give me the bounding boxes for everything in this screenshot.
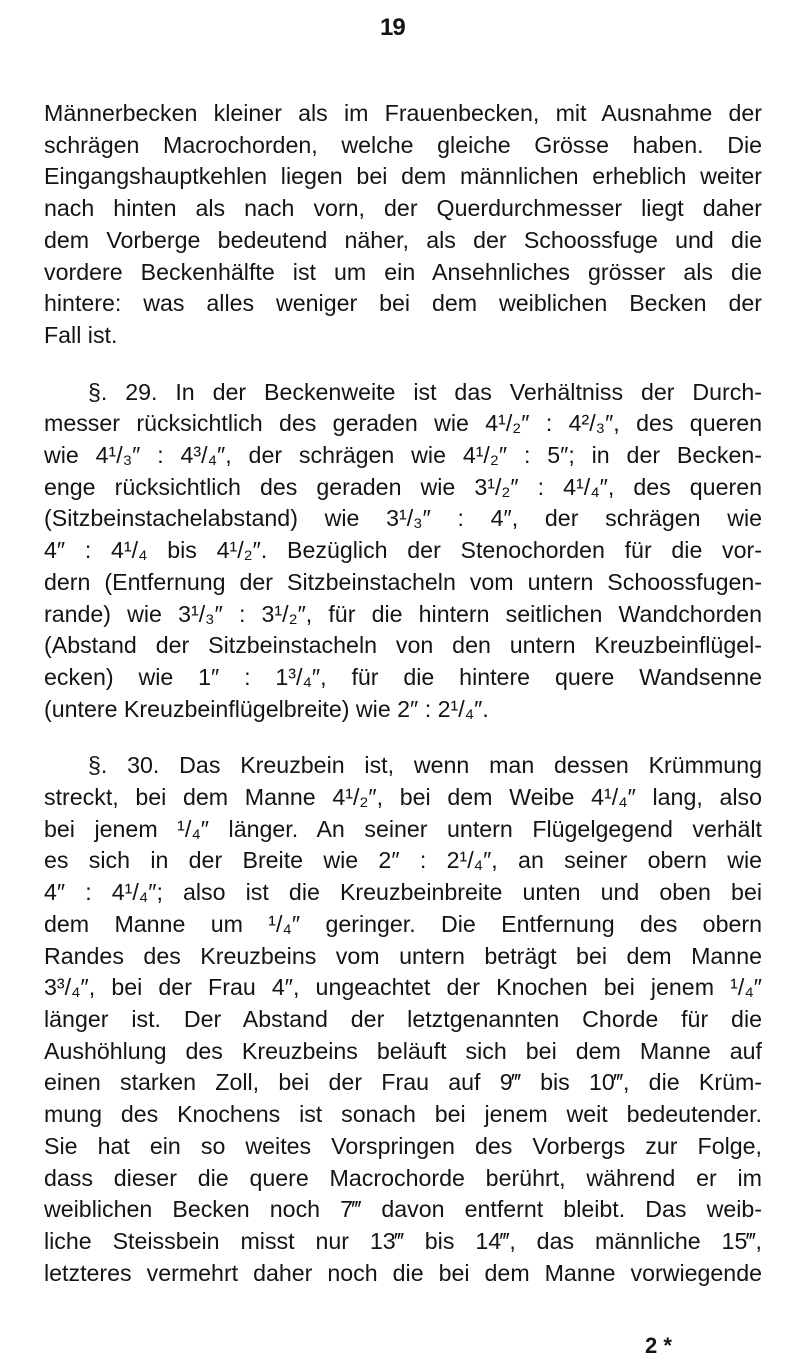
text-line: Randes des Kreuzbeins vom untern beträgt bei dem Manne: [44, 942, 762, 969]
text-line: einen starken Zoll, bei der Frau auf 9‴ bis 10‴, die Krüm-: [44, 1069, 762, 1096]
text-line: dern (Entfernung der Sitzbeinstacheln vom untern Schoossfugen-: [44, 568, 762, 595]
text-line: enge rücksichtlich des geraden wie 3¹/₂″ : 4¹/₄″, des queren: [44, 473, 762, 500]
text-line: mung des Knochens ist sonach bei jenem weit bedeutender.: [44, 1101, 762, 1128]
text-line: Sie hat ein so weites Vorspringen des Vorbergs zur Folge,: [44, 1132, 762, 1159]
text-line: 3³/₄″, bei der Frau 4″, ungeachtet der Knochen bei jenem ¹/₄″: [44, 974, 762, 1001]
body-text: [44, 98, 762, 1289]
text-line: liche Steissbein misst nur 13‴ bis 14‴, das männliche 15‴,: [44, 1227, 762, 1254]
text-line: streckt, bei dem Manne 4¹/₂″, bei dem Weibe 4¹/₄″ lang, also: [44, 784, 762, 811]
text-line: §. 30. Das Kreuzbein ist, wenn man dessen Krümmung: [88, 752, 762, 779]
paragraph: [44, 750, 762, 1289]
text-line: länger ist. Der Abstand der letztgenannten Chorde für die: [44, 1005, 762, 1032]
text-line: Aushöhlung des Kreuzbeins beläuft sich bei dem Manne auf: [44, 1037, 762, 1064]
text-line: dem Manne um ¹/₄″ geringer. Die Entfernung des obern: [44, 910, 762, 937]
text-line: (untere Kreuzbeinflügelbreite) wie 2″ : 2¹/₄″.: [44, 695, 489, 722]
text-line: bei jenem ¹/₄″ länger. An seiner untern Flügelgegend verhält: [44, 815, 762, 842]
text-line: vordere Beckenhälfte ist um ein Ansehnliches grösser als die: [44, 258, 762, 285]
text-line: (Abstand der Sitzbeinstacheln von den untern Kreuzbeinflügel-: [44, 632, 762, 659]
paragraph: [44, 98, 762, 352]
text-line: Eingangshauptkehlen liegen bei dem männlichen erheblich weiter: [44, 163, 762, 190]
text-line: hintere: was alles weniger bei dem weiblichen Becken der: [44, 290, 762, 317]
paragraph-container: [44, 98, 762, 1289]
text-line: dass dieser die quere Macrochorde berührt, während er im: [44, 1164, 762, 1191]
text-line: §. 29. In der Beckenweite ist das Verhältniss der Durch-: [88, 378, 762, 405]
text-line: es sich in der Breite wie 2″ : 2¹/₄″, an seiner obern wie: [44, 847, 762, 874]
text-line: 4″ : 4¹/₄″; also ist die Kreuzbeinbreite unten und oben bei: [44, 879, 762, 906]
signature-mark: 2 *: [645, 1333, 672, 1358]
paragraph: [44, 377, 762, 726]
page-number: 19: [380, 14, 405, 41]
text-line: dem Vorberge bedeutend näher, als der Schoossfuge und die: [44, 226, 762, 253]
text-line: Männerbecken kleiner als im Frauenbecken, mit Ausnahme der: [44, 100, 762, 126]
text-line: weiblichen Becken noch 7‴ davon entfernt bleibt. Das weib-: [44, 1196, 762, 1223]
text-line: 4″ : 4¹/₄ bis 4¹/₂″. Bezüglich der Stenochorden für die vor-: [44, 537, 762, 564]
text-line: ecken) wie 1″ : 1³/₄″, für die hintere quere Wandsenne: [44, 663, 762, 690]
paragraph-gap: [44, 352, 762, 377]
paragraph-gap: [44, 725, 762, 750]
text-line: letzteres vermehrt daher noch die bei dem Manne vorwiegende: [44, 1259, 762, 1286]
text-line: messer rücksichtlich des geraden wie 4¹/₂″ : 4²/₃″, des queren: [44, 410, 762, 437]
text-line: schrägen Macrochorden, welche gleiche Grösse haben. Die: [44, 131, 762, 158]
text-line: (Sitzbeinstachelabstand) wie 3¹/₃″ : 4″, der schrägen wie: [44, 505, 762, 532]
text-line: Fall ist.: [44, 321, 118, 348]
text-line: wie 4¹/₃″ : 4³/₄″, der schrägen wie 4¹/₂″ : 5″; in der Becken-: [44, 442, 762, 469]
text-line: rande) wie 3¹/₃″ : 3¹/₂″, für die hintern seitlichen Wandchorden: [44, 600, 762, 627]
text-line: nach hinten als nach vorn, der Querdurchmesser liegt daher: [44, 195, 762, 222]
